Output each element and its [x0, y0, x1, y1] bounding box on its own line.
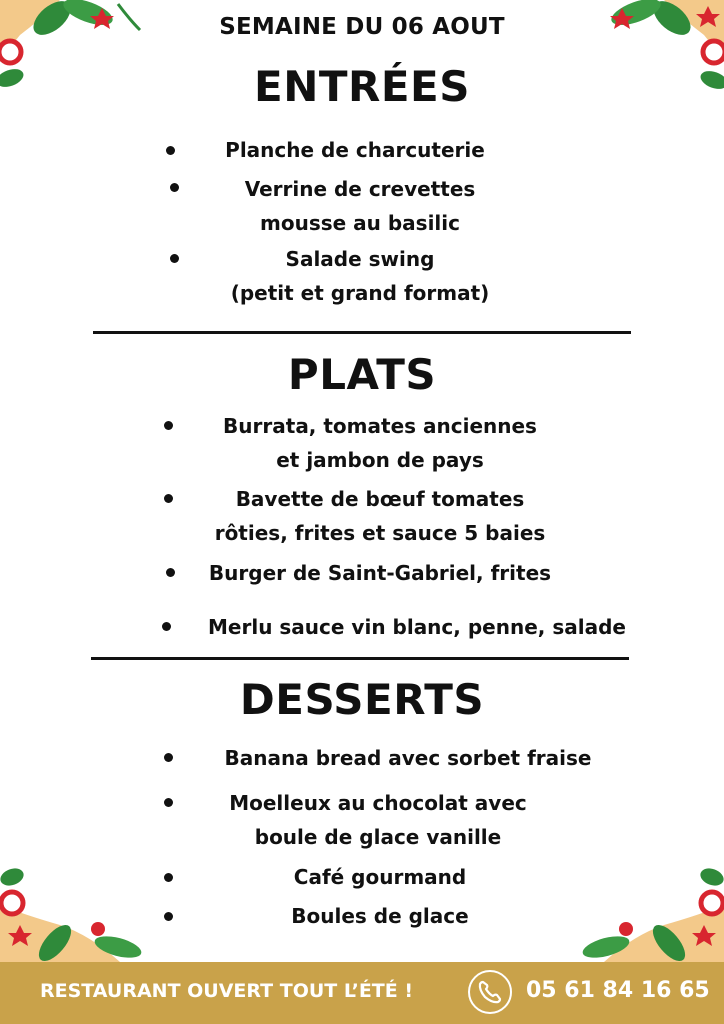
phone-number[interactable]: 05 61 84 16 65 [526, 978, 710, 1003]
menu-item-line: Merlu sauce vin blanc, penne, salade [208, 615, 626, 639]
menu-item [180, 860, 580, 894]
footer-bar [0, 962, 724, 1024]
bullet-icon [164, 798, 173, 807]
bullet-icon [164, 494, 173, 503]
tropical-decoration-bottom-left [0, 865, 150, 962]
section-divider [93, 331, 631, 334]
menu-item-line: rôties, frites et sauce 5 baies [214, 521, 546, 545]
phone-icon [468, 970, 512, 1014]
menu-item [180, 556, 580, 590]
menu-item-line: Banana bread avec sorbet fraise [224, 746, 592, 770]
week-heading: SEMAINE DU 06 AOUT [219, 14, 505, 40]
menu-item-line: et jambon de pays [276, 448, 484, 472]
menu-item [180, 133, 530, 167]
bullet-icon [164, 753, 173, 762]
bullet-icon [170, 183, 179, 192]
menu-item-line: Burger de Saint-Gabriel, frites [208, 561, 552, 585]
menu-item-line: Verrine de crevettes [244, 177, 476, 201]
bullet-icon [166, 146, 175, 155]
menu-item [180, 242, 540, 310]
bullet-icon [170, 254, 179, 263]
menu-item [180, 741, 636, 775]
menu-item-line: (petit et grand format) [230, 281, 490, 305]
section-title-entrees: ENTRÉES [254, 62, 470, 111]
bullet-icon [164, 873, 173, 882]
section-divider [91, 657, 629, 660]
phone-icon-glyph [470, 972, 510, 1012]
menu-item-line: Planche de charcuterie [225, 138, 485, 162]
bullet-icon [164, 912, 173, 921]
menu-item-line: Burrata, tomates anciennes [223, 414, 537, 438]
menu-item [176, 610, 658, 644]
menu-item-line: Bavette de bœuf tomates [235, 487, 525, 511]
menu-item-line: mousse au basilic [260, 211, 460, 235]
menu-item [180, 172, 540, 240]
menu-item [180, 786, 576, 854]
menu-item [180, 409, 580, 477]
tropical-decoration-bottom-right [578, 865, 724, 962]
bullet-icon [162, 622, 171, 631]
section-title-desserts: DESSERTS [239, 675, 485, 724]
menu-item-line: boule de glace vanille [254, 825, 502, 849]
bullet-icon [164, 421, 173, 430]
menu-item-line: Café gourmand [293, 865, 467, 889]
section-title-plats: PLATS [287, 350, 437, 399]
menu-item [180, 899, 580, 933]
menu-item-line: Salade swing [285, 247, 435, 271]
menu-item-line: Boules de glace [291, 904, 469, 928]
menu-item [180, 482, 580, 550]
menu-item-line: Moelleux au chocolat avec [229, 791, 527, 815]
bullet-icon [166, 568, 175, 577]
footer-announcement: RESTAURANT OUVERT TOUT L’ÉTÉ ! [40, 980, 414, 1002]
